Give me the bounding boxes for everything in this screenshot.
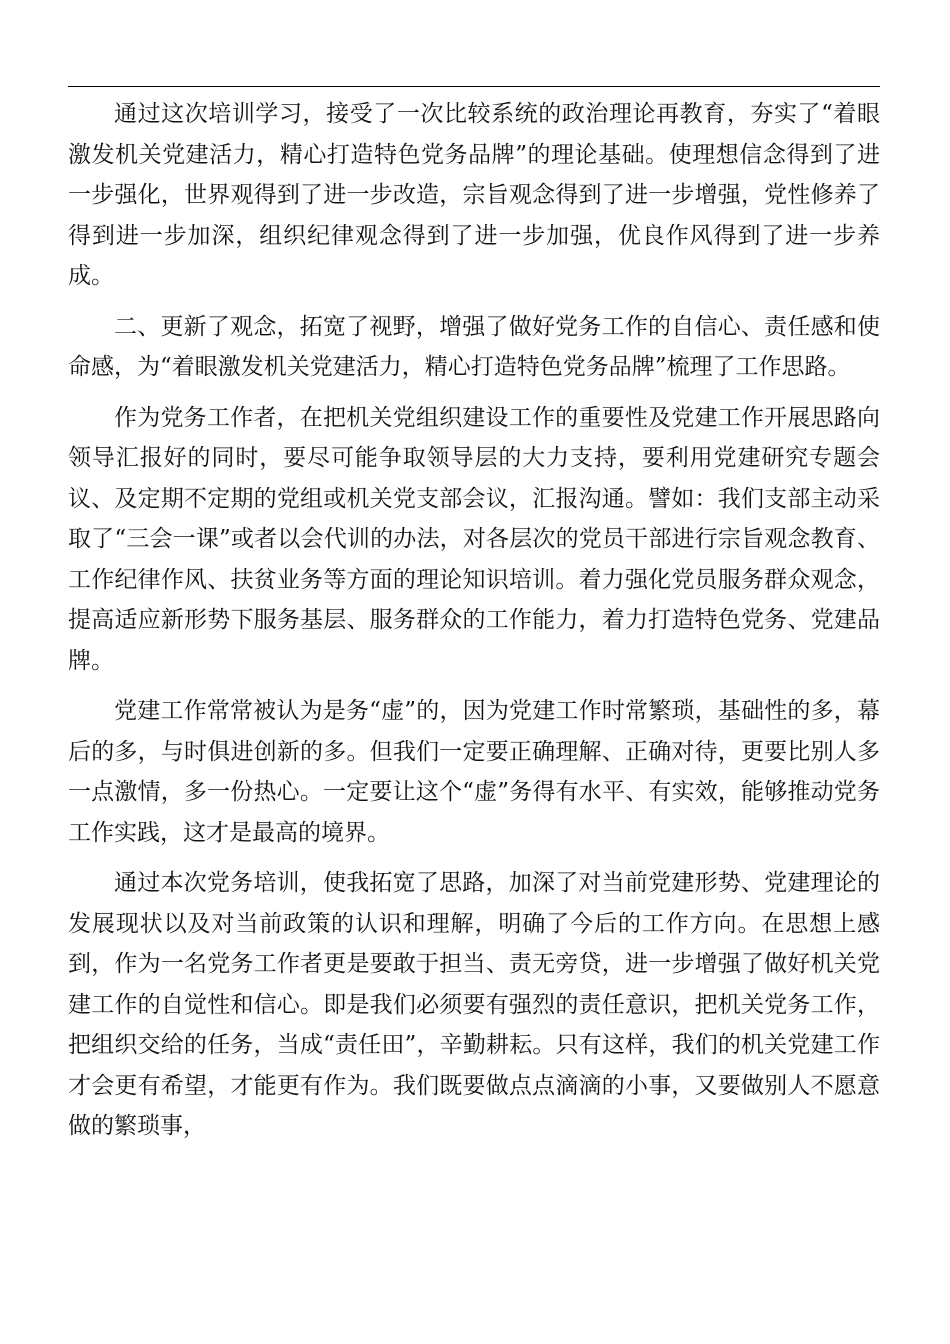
paragraph-5: 通过本次党务培训，使我拓宽了思路，加深了对当前党建形势、党建理论的发展现状以及对当前政策的认识和理解，明确了今后的工作方向。在思想上感到，作为一名党务工作者更是要敢于担当、责无旁贷，进一步增强了做好机关党建工作的自觉性和信心。即是我们必须要有强烈的责任意识，把机关党务工作，把组织交给的任务，当成“责任田”，辛勤耕耘。只有这样，我们的机关党建工作才会更有希望，才能更有作为。我们既要做点点滴滴的小事，又要做别人不愿意做的繁琐事， bbox=[68, 870, 880, 1139]
paragraph-4: 党建工作常常被认为是务“虚”的，因为党建工作时常繁琐，基础性的多，幕后的多，与时俱进创新的多。但我们一定要正确理解、正确对待，更要比别人多一点激情，多一份热心。一定要让这个“虚”务得有水平、有实效，能够推动党务工作实践，这才是最高的境界。 bbox=[68, 698, 880, 846]
paragraph-1: 通过这次培训学习，接受了一次比较系统的政治理论再教育，夯实了“着眼激发机关党建活力，精心打造特色党务品牌”的理论基础。使理想信念得到了进一步强化，世界观得到了进一步改造，宗旨观念得到了进一步增强，党性修养了得到进一步加深，组织纪律观念得到了进一步加强，优良作风得到了进一步养成。 bbox=[68, 101, 880, 289]
document-body bbox=[68, 94, 880, 1157]
paragraph-3: 作为党务工作者，在把机关党组织建设工作的重要性及党建工作开展思路向领导汇报好的同时，要尽可能争取领导层的大力支持，要利用党建研究专题会议、及定期不定期的党组或机关党支部会议，汇报沟通。譬如：我们支部主动采取了“三会一课”或者以会代训的办法，对各层次的党员干部进行宗旨观念教育、工作纪律作风、扶贫业务等方面的理论知识培训。着力强化党员服务群众观念，提高适应新形势下服务基层、服务群众的工作能力，着力打造特色党务、党建品牌。 bbox=[68, 404, 880, 674]
header-rule bbox=[68, 86, 880, 87]
paragraph-2: 二、更新了观念，拓宽了视野，增强了做好党务工作的自信心、责任感和使命感，为“着眼激发机关党建活力，精心打造特色党务品牌”梳理了工作思路。 bbox=[68, 313, 880, 380]
